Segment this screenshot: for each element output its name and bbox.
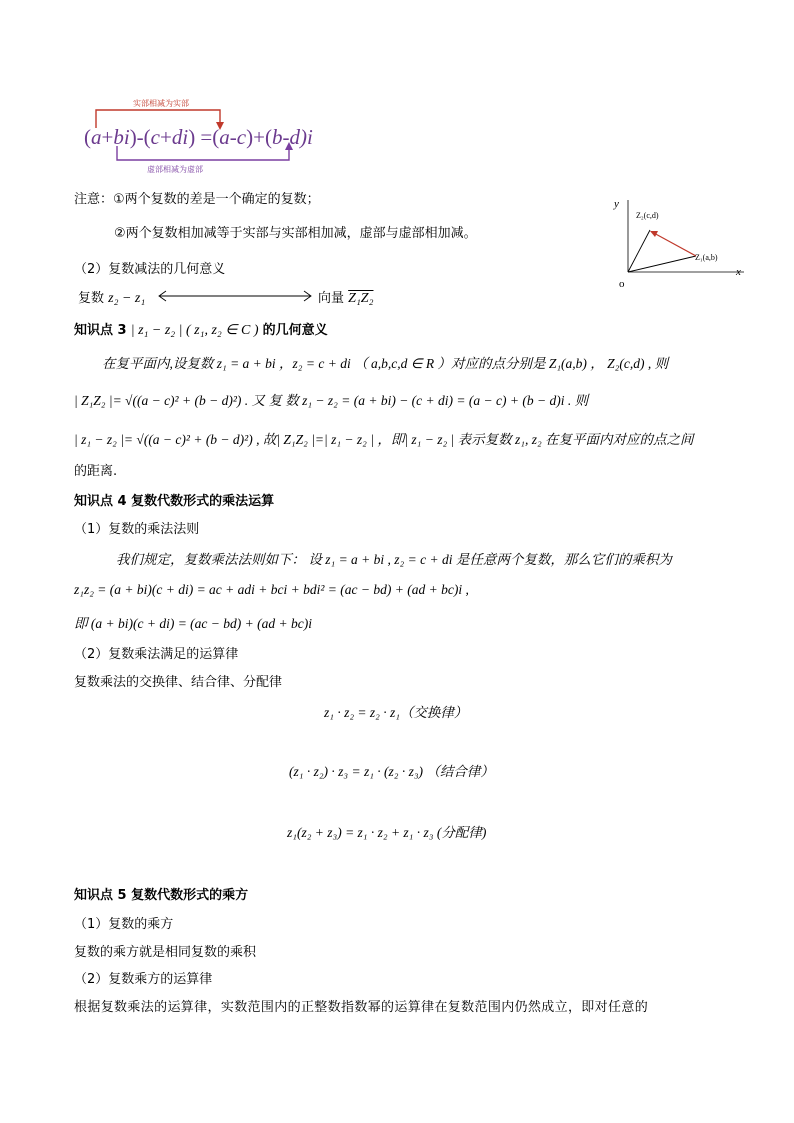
kp4-paragraph-1: 我们规定，复数乘法法则如下： 设 z₁ = a + bi , z₂ = c + di 是任意两个复数，那么它们的乘积为 — [116, 552, 672, 567]
distributive-law: z₁(z₂ + z₃) = z₁ · z₂ + z₁ · z₃ (分配律) — [287, 825, 487, 840]
x-axis-label: x — [736, 266, 741, 278]
kp4-subtitle-2: （2）复数乘法满足的运算律 — [74, 647, 239, 662]
kp4-title: 知识点 4 复数代数形式的乘法运算 — [74, 494, 275, 509]
kp5-paragraph-1: 复数的乘方就是相同复数的乘积 — [74, 945, 257, 960]
real-part-label: 实部相减为实部 — [133, 99, 189, 108]
note-line-2: ②两个复数相加减等于实部与实部相加减，虚部与虚部相加减。 — [114, 226, 477, 241]
double-arrow — [156, 289, 314, 303]
origin-label: o — [619, 278, 625, 290]
kp5-subtitle-1: （1）复数的乘方 — [74, 917, 174, 932]
vector-z1z2 — [652, 232, 696, 256]
subtraction-geometry-title: （2）复数减法的几何意义 — [74, 262, 226, 277]
kp5-paragraph-2: 根据复数乘法的运算律，实数范围内的正整数指数幂的运算律在复数范围内仍然成立，即对任意的 — [74, 1000, 649, 1015]
kp5-title: 知识点 5 复数代数形式的乘方 — [74, 888, 249, 903]
kp3-paragraph-1: 在复平面内,设复数 z₁ = a + bi ，z₂ = c + di （ a,b,c,d ∈ R ）对应的点分别是 Z₁(a,b) ， Z₂(c,d) , 则 — [102, 356, 669, 371]
kp3-paragraph-4: 的距离. — [74, 464, 118, 479]
kp4-paragraph-2: z₁z₂ = (a + bi)(c + di) = ac + adi + bci + bdi² = (ac − bd) + (ad + bc)i , — [74, 582, 469, 597]
associative-law: (z₁ · z₂) · z₃ = z₁ · (z₂ · z₃) （结合律） — [289, 764, 494, 779]
note-line-1: 注意：①两个复数的差是一个确定的复数； — [74, 192, 320, 207]
kp5-subtitle-2: （2）复数乘方的运算律 — [74, 972, 213, 987]
vector-oz1 — [628, 256, 696, 272]
imag-part-label: 虚部相减为虚部 — [147, 165, 203, 174]
kp4-paragraph-4: 复数乘法的交换律、结合律、分配律 — [74, 675, 283, 690]
vector-correspondence: 向量 Z₁Z₂ — [318, 291, 374, 306]
kp4-paragraph-3: 即 (a + bi)(c + di) = (ac − bd) + (ad + bc)i — [74, 616, 312, 631]
kp4-subtitle-1: （1）复数的乘法法则 — [74, 522, 200, 537]
commutative-law: z₁ · z₂ = z₂ · z₁（交换律） — [324, 705, 468, 720]
y-axis-label: y — [614, 198, 619, 210]
vector-graph — [604, 196, 752, 296]
kp3-paragraph-3: | z₁ − z₂ |= √((a − c)² + (b − d)²) , 故| Z₁Z₂ |=| z₁ − z₂ | ，即| z₁ − z₂ | 表示复数 z₁, z₂ 在复平面内对应的点之间 — [74, 432, 694, 447]
z2-point-label: Z₂(c,d) — [636, 211, 659, 220]
subtraction-correspondence: 复数 z₂ − z₁ — [78, 291, 146, 306]
vector-oz2 — [628, 230, 650, 272]
note-prefix: 注意： — [74, 192, 114, 207]
kp3-title: 知识点 3 | z₁ − z₂ | ( z₁, z₂ ∈ C ) 的几何意义 — [74, 323, 328, 338]
z1-point-label: Z₁(a,b) — [695, 253, 718, 262]
subtraction-formula: (a+bi)-(c+di) =(a-c)+(b-d)i — [84, 125, 313, 149]
kp3-paragraph-2: | Z₁Z₂ |= √((a − c)² + (b − d)²) . 又 复 数 z₁ − z₂ = (a + bi) − (c + di) = (a − c) + (b − d)i . 则 — [74, 393, 589, 408]
